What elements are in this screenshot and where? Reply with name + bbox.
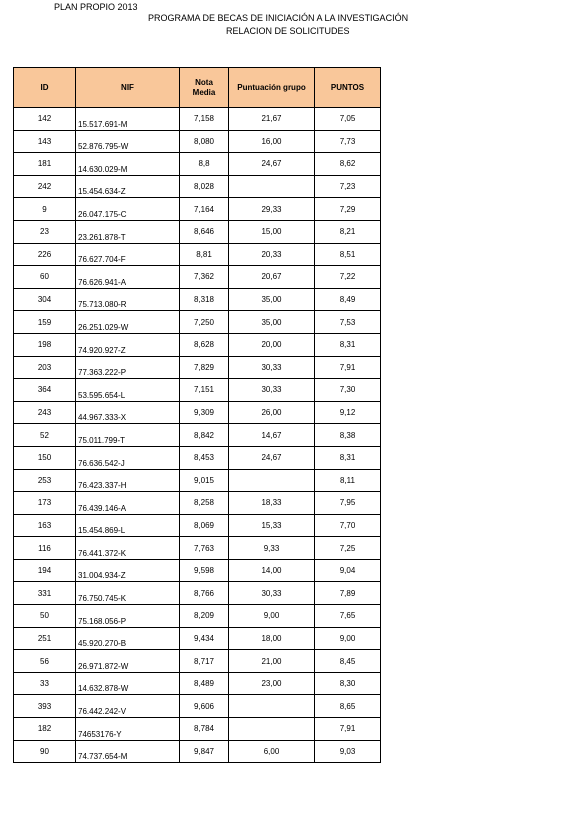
cell-puntuacion-grupo: 15,00 [229, 220, 315, 243]
cell-nif: 76.441.372-K [76, 537, 180, 560]
cell-puntuacion-grupo: 24,67 [229, 153, 315, 176]
cell-id: 142 [14, 108, 76, 131]
cell-puntos: 8,31 [315, 446, 381, 469]
cell-puntuacion-grupo: 35,00 [229, 311, 315, 334]
table-row [14, 175, 381, 198]
table-row [14, 198, 381, 221]
cell-id: 331 [14, 582, 76, 605]
table-row [14, 153, 381, 176]
cell-id: 243 [14, 401, 76, 424]
table-row [14, 514, 381, 537]
program-title: PROGRAMA DE BECAS DE INICIACIÓN A LA INVESTIGACIÓN [148, 13, 409, 23]
cell-puntos: 7,30 [315, 379, 381, 402]
table-row [14, 356, 381, 379]
cell-id: 203 [14, 356, 76, 379]
table-row [14, 605, 381, 628]
cell-puntuacion-grupo: 9,00 [229, 605, 315, 628]
cell-id: 304 [14, 288, 76, 311]
cell-puntos: 7,05 [315, 108, 381, 131]
cell-puntos: 8,21 [315, 220, 381, 243]
cell-nota-media: 7,151 [180, 379, 229, 402]
cell-id: 56 [14, 650, 76, 673]
cell-puntos: 7,29 [315, 198, 381, 221]
cell-nif: 75.011.799-T [76, 424, 180, 447]
cell-nota-media: 8,209 [180, 605, 229, 628]
cell-nif: 76.750.745-K [76, 582, 180, 605]
table-row [14, 537, 381, 560]
column-header-nif: NIF [76, 68, 180, 108]
relation-subtitle: RELACION DE SOLICITUDES [226, 26, 350, 36]
cell-nif: 74.920.927-Z [76, 333, 180, 356]
cell-puntos: 7,70 [315, 514, 381, 537]
cell-nota-media: 8,318 [180, 288, 229, 311]
column-header-puntos: PUNTOS [315, 68, 381, 108]
cell-puntos: 8,38 [315, 424, 381, 447]
cell-id: 194 [14, 559, 76, 582]
cell-nif: 26.047.175-C [76, 198, 180, 221]
cell-nif: 23.261.878-T [76, 220, 180, 243]
cell-nif: 76.439.146-A [76, 492, 180, 515]
cell-nota-media: 7,250 [180, 311, 229, 334]
table-row [14, 130, 381, 153]
table-row [14, 424, 381, 447]
cell-puntos: 7,22 [315, 266, 381, 289]
cell-id: 251 [14, 627, 76, 650]
cell-nota-media: 8,81 [180, 243, 229, 266]
cell-puntos: 8,62 [315, 153, 381, 176]
table-row [14, 718, 381, 741]
cell-puntos: 8,49 [315, 288, 381, 311]
cell-id: 52 [14, 424, 76, 447]
cell-nota-media: 8,028 [180, 175, 229, 198]
cell-puntos: 7,73 [315, 130, 381, 153]
cell-puntuacion-grupo: 24,67 [229, 446, 315, 469]
table-row [14, 266, 381, 289]
cell-nota-media: 8,258 [180, 492, 229, 515]
table-row [14, 740, 381, 763]
cell-nif: 76.627.704-F [76, 243, 180, 266]
table-row [14, 446, 381, 469]
cell-puntuacion-grupo: 20,67 [229, 266, 315, 289]
cell-puntuacion-grupo: 14,00 [229, 559, 315, 582]
applications-table [13, 67, 381, 763]
cell-nif: 26.251.029-W [76, 311, 180, 334]
cell-nif: 52.876.795-W [76, 130, 180, 153]
cell-nif: 75.713.080-R [76, 288, 180, 311]
table-row [14, 108, 381, 131]
cell-puntuacion-grupo [229, 469, 315, 492]
cell-puntuacion-grupo: 29,33 [229, 198, 315, 221]
cell-id: 163 [14, 514, 76, 537]
cell-nif: 15.454.869-L [76, 514, 180, 537]
cell-puntuacion-grupo: 14,67 [229, 424, 315, 447]
table-row [14, 379, 381, 402]
table-row [14, 492, 381, 515]
cell-puntuacion-grupo [229, 175, 315, 198]
cell-id: 50 [14, 605, 76, 628]
cell-puntuacion-grupo: 16,00 [229, 130, 315, 153]
cell-nota-media: 8,842 [180, 424, 229, 447]
table-row [14, 469, 381, 492]
cell-nif: 53.595.654-L [76, 379, 180, 402]
cell-puntos: 8,31 [315, 333, 381, 356]
cell-id: 253 [14, 469, 76, 492]
cell-id: 9 [14, 198, 76, 221]
cell-puntuacion-grupo: 30,33 [229, 379, 315, 402]
cell-nota-media: 8,069 [180, 514, 229, 537]
cell-id: 182 [14, 718, 76, 741]
cell-nif: 76.636.542-J [76, 446, 180, 469]
cell-id: 242 [14, 175, 76, 198]
cell-puntos: 7,89 [315, 582, 381, 605]
cell-puntos: 9,04 [315, 559, 381, 582]
cell-puntos: 8,30 [315, 672, 381, 695]
table-row [14, 220, 381, 243]
cell-id: 143 [14, 130, 76, 153]
cell-id: 226 [14, 243, 76, 266]
cell-nota-media: 8,646 [180, 220, 229, 243]
cell-nota-media: 9,309 [180, 401, 229, 424]
cell-puntuacion-grupo: 18,33 [229, 492, 315, 515]
cell-id: 60 [14, 266, 76, 289]
table-body [14, 108, 381, 763]
cell-puntos: 9,12 [315, 401, 381, 424]
cell-nota-media: 8,080 [180, 130, 229, 153]
cell-id: 33 [14, 672, 76, 695]
cell-nota-media: 8,717 [180, 650, 229, 673]
column-header-id: ID [14, 68, 76, 108]
cell-nif: 76.626.941-A [76, 266, 180, 289]
cell-nif: 77.363.222-P [76, 356, 180, 379]
cell-nif: 31.004.934-Z [76, 559, 180, 582]
table-row [14, 333, 381, 356]
cell-nota-media: 8,489 [180, 672, 229, 695]
plan-title: PLAN PROPIO 2013 [54, 2, 138, 12]
table-row [14, 288, 381, 311]
cell-id: 173 [14, 492, 76, 515]
cell-puntos: 7,91 [315, 718, 381, 741]
cell-id: 181 [14, 153, 76, 176]
cell-nif: 26.971.872-W [76, 650, 180, 673]
nota-label-line2: Media [192, 87, 216, 97]
table-row [14, 650, 381, 673]
cell-nota-media: 7,158 [180, 108, 229, 131]
cell-nif: 14.632.878-W [76, 672, 180, 695]
cell-puntuacion-grupo: 30,33 [229, 356, 315, 379]
cell-id: 150 [14, 446, 76, 469]
cell-puntos: 8,51 [315, 243, 381, 266]
column-header-nota-media [180, 68, 229, 108]
cell-puntuacion-grupo: 20,33 [229, 243, 315, 266]
table-header-row [14, 68, 381, 108]
cell-nota-media: 8,8 [180, 153, 229, 176]
table-row [14, 627, 381, 650]
nota-label-line1: Nota [195, 77, 213, 87]
cell-puntos: 8,65 [315, 695, 381, 718]
cell-nif: 44.967.333-X [76, 401, 180, 424]
cell-puntos: 7,65 [315, 605, 381, 628]
cell-puntuacion-grupo: 6,00 [229, 740, 315, 763]
cell-nota-media: 7,763 [180, 537, 229, 560]
cell-nota-media: 8,784 [180, 718, 229, 741]
table-row [14, 582, 381, 605]
table-row [14, 695, 381, 718]
cell-nif: 45.920.270-B [76, 627, 180, 650]
cell-nota-media: 7,829 [180, 356, 229, 379]
cell-puntos: 7,23 [315, 175, 381, 198]
cell-nif: 14.630.029-M [76, 153, 180, 176]
cell-puntuacion-grupo: 18,00 [229, 627, 315, 650]
cell-puntuacion-grupo: 30,33 [229, 582, 315, 605]
cell-puntos: 9,00 [315, 627, 381, 650]
table-row [14, 559, 381, 582]
cell-id: 116 [14, 537, 76, 560]
cell-puntos: 9,03 [315, 740, 381, 763]
cell-nota-media: 9,847 [180, 740, 229, 763]
cell-id: 23 [14, 220, 76, 243]
cell-nota-media: 9,434 [180, 627, 229, 650]
cell-nota-media: 8,766 [180, 582, 229, 605]
table-row [14, 401, 381, 424]
cell-puntos: 8,11 [315, 469, 381, 492]
cell-id: 198 [14, 333, 76, 356]
cell-puntuacion-grupo: 23,00 [229, 672, 315, 695]
cell-nota-media: 7,362 [180, 266, 229, 289]
cell-puntos: 7,53 [315, 311, 381, 334]
cell-nif: 76.442.242-V [76, 695, 180, 718]
cell-id: 393 [14, 695, 76, 718]
cell-puntuacion-grupo [229, 718, 315, 741]
cell-nota-media: 9,598 [180, 559, 229, 582]
cell-puntuacion-grupo: 15,33 [229, 514, 315, 537]
cell-id: 90 [14, 740, 76, 763]
cell-nif: 74.737.654-M [76, 740, 180, 763]
cell-nota-media: 9,606 [180, 695, 229, 718]
table-row [14, 311, 381, 334]
cell-id: 364 [14, 379, 76, 402]
table-row [14, 672, 381, 695]
cell-nota-media: 7,164 [180, 198, 229, 221]
cell-nif: 75.168.056-P [76, 605, 180, 628]
cell-nota-media: 8,453 [180, 446, 229, 469]
cell-puntuacion-grupo: 20,00 [229, 333, 315, 356]
cell-puntuacion-grupo: 26,00 [229, 401, 315, 424]
cell-puntos: 7,25 [315, 537, 381, 560]
table-row [14, 243, 381, 266]
cell-id: 159 [14, 311, 76, 334]
cell-puntuacion-grupo: 21,67 [229, 108, 315, 131]
cell-nif: 15.517.691-M [76, 108, 180, 131]
cell-puntos: 7,91 [315, 356, 381, 379]
cell-nota-media: 8,628 [180, 333, 229, 356]
cell-puntos: 7,95 [315, 492, 381, 515]
cell-nif: 15.454.634-Z [76, 175, 180, 198]
cell-puntuacion-grupo: 35,00 [229, 288, 315, 311]
cell-puntuacion-grupo: 21,00 [229, 650, 315, 673]
cell-nif: 74653176-Y [76, 718, 180, 741]
cell-puntuacion-grupo [229, 695, 315, 718]
column-header-puntuacion-grupo: Puntuación grupo [229, 68, 315, 108]
cell-puntuacion-grupo: 9,33 [229, 537, 315, 560]
cell-nota-media: 9,015 [180, 469, 229, 492]
cell-puntos: 8,45 [315, 650, 381, 673]
cell-nif: 76.423.337-H [76, 469, 180, 492]
